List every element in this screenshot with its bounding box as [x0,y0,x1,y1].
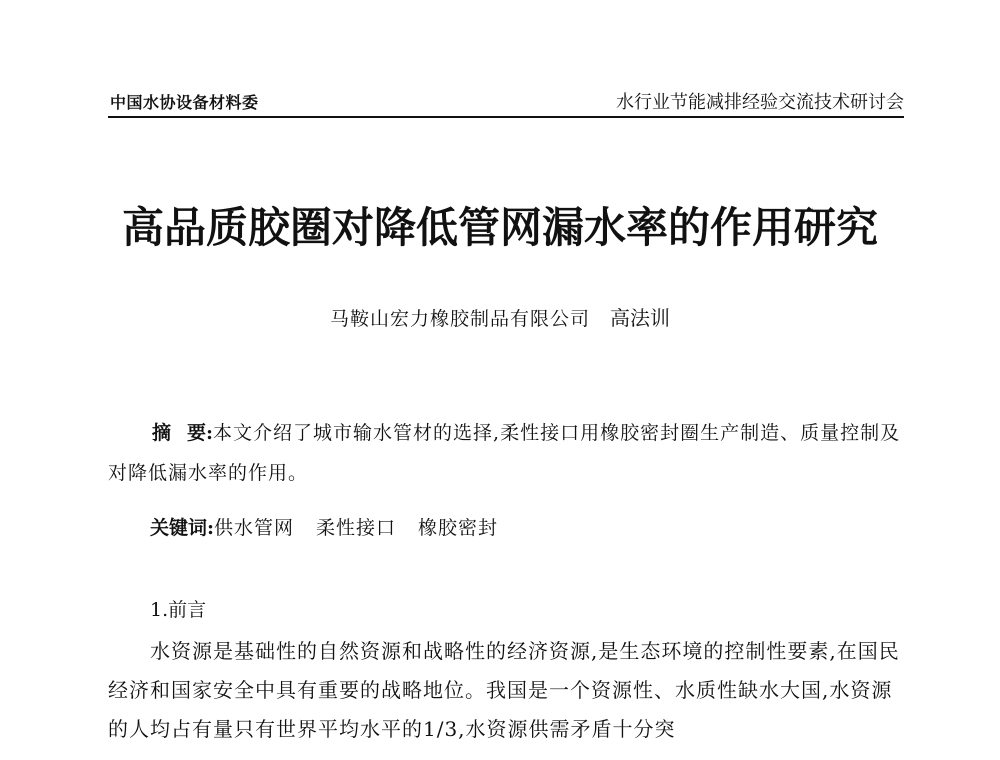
keywords [150,513,520,540]
header-conference: 水行业节能减排经验交流技术研讨会 [616,92,904,113]
body-paragraph: 水资源是基础性的自然资源和战略性的经济资源,是生态环境的控制性要素,在国民经济和国家安全中具有重要的战略地位。我国是一个资源性、水质性缺水大国,水资源的人均占有量只有世界平均水平的1/3,水资源供需矛盾十分突 [108,639,900,741]
keywords-label: 关键词: [150,517,215,539]
header-organization: 中国水协设备材料委 [110,93,259,112]
keyword-item: 橡胶密封 [418,517,499,539]
keyword-item: 柔性接口 [316,517,397,539]
abstract-label-rest: 要: [187,422,214,444]
abstract-label-first: 摘 [152,422,172,444]
abstract [108,413,908,493]
section-heading: 1.前言 [150,599,207,621]
byline [0,302,1000,331]
author-name: 高法训 [610,306,670,330]
paper-title: 高品质胶圈对降低管网漏水率的作用研究 [121,203,878,252]
keyword-item: 供水管网 [214,517,295,539]
abstract-text: 本文介绍了城市输水管材的选择,柔性接口用橡胶密封圈生产制造、质量控制及对降低漏水率的作用。 [108,422,901,484]
abstract-label [108,422,213,444]
running-header [108,88,904,118]
author-organization: 马鞍山宏力橡胶制品有限公司 [329,308,590,330]
